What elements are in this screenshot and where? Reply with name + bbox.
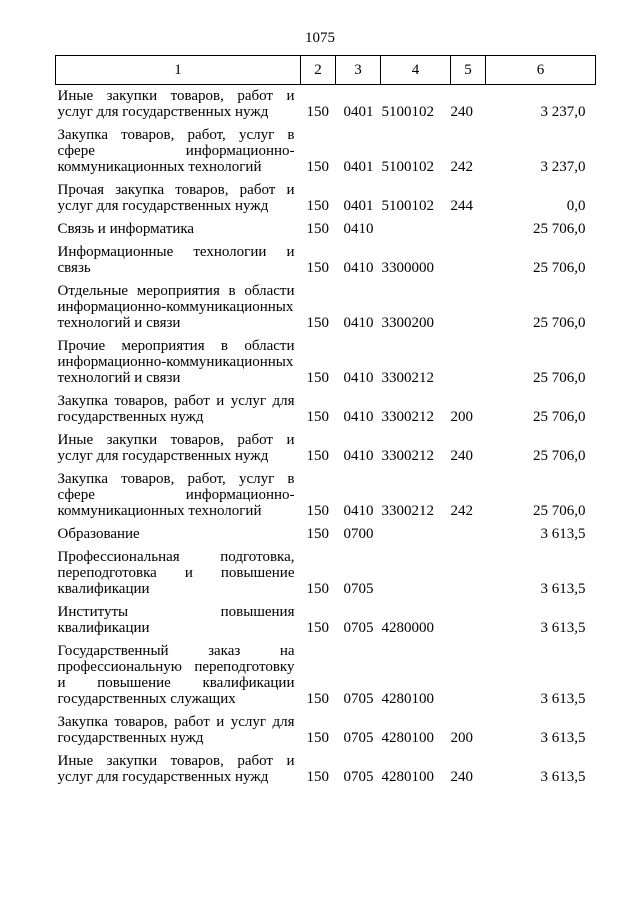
table-row (56, 710, 596, 749)
row-code-2: 150 (306, 159, 329, 175)
row-code-2: 150 (306, 198, 329, 214)
row-code-5: 242 (450, 503, 473, 519)
table-row (56, 522, 596, 545)
row-code-4: 4280100 (381, 730, 434, 746)
row-code-3: 0410 (343, 315, 374, 331)
row-sum: 25 706,0 (533, 370, 586, 386)
column-header: 5 (451, 56, 486, 85)
table-row (56, 467, 596, 522)
row-sum: 25 706,0 (533, 260, 586, 276)
row-code-2: 150 (306, 769, 329, 785)
row-name: Прочие мероприятия в области информационно-коммуникационных технологий и связи (57, 338, 295, 386)
column-header: 1 (56, 56, 301, 85)
row-code-5 (451, 217, 486, 240)
row-sum: 3 613,5 (540, 730, 586, 746)
table-row (56, 749, 596, 788)
row-code-5: 242 (450, 159, 473, 175)
row-code-4: 5100102 (381, 159, 434, 175)
column-header: 4 (381, 56, 451, 85)
row-code-2: 150 (306, 526, 329, 542)
row-code-4: 5100102 (381, 104, 434, 120)
row-code-4: 5100102 (381, 198, 434, 214)
budget-table (55, 55, 596, 788)
row-code-5 (451, 545, 486, 600)
row-sum: 3 613,5 (540, 620, 586, 636)
page-number: 1075 (305, 30, 335, 46)
row-name: Иные закупки товаров, работ и услуг для государственных нужд (57, 432, 295, 464)
row-sum: 25 706,0 (533, 315, 586, 331)
row-code-5 (451, 279, 486, 334)
row-code-4 (381, 217, 451, 240)
table-row (56, 639, 596, 710)
row-sum: 3 613,5 (540, 526, 586, 542)
table-row (56, 600, 596, 639)
table-body (56, 85, 596, 789)
row-code-5: 200 (450, 730, 473, 746)
row-code-2: 150 (306, 448, 329, 464)
row-code-2: 150 (306, 503, 329, 519)
row-code-4: 3300212 (381, 409, 434, 425)
row-sum: 25 706,0 (533, 448, 586, 464)
table-row (56, 217, 596, 240)
row-sum: 3 613,5 (540, 581, 586, 597)
row-name: Закупка товаров, работ и услуг для государственных нужд (57, 393, 295, 425)
row-code-3: 0410 (343, 409, 374, 425)
row-code-4 (381, 545, 451, 600)
table-row (56, 279, 596, 334)
row-code-4: 3300000 (381, 260, 434, 276)
row-code-3: 0401 (343, 104, 374, 120)
row-sum: 0,0 (566, 198, 586, 214)
table-row (56, 428, 596, 467)
row-code-5 (451, 334, 486, 389)
row-code-5: 244 (450, 198, 473, 214)
row-code-5 (451, 240, 486, 279)
row-code-2: 150 (306, 221, 329, 237)
row-code-2: 150 (306, 260, 329, 276)
row-code-3: 0410 (343, 503, 374, 519)
table-row (56, 85, 596, 124)
row-name: Информационные технологии и связь (57, 244, 295, 276)
row-code-4 (381, 522, 451, 545)
row-code-3: 0705 (343, 581, 374, 597)
row-code-4: 3300212 (381, 448, 434, 464)
row-sum: 25 706,0 (533, 221, 586, 237)
row-code-3: 0401 (343, 159, 374, 175)
row-code-3: 0705 (343, 769, 374, 785)
row-name: Связь и информатика (57, 221, 195, 237)
row-code-5 (451, 639, 486, 710)
row-code-2: 150 (306, 315, 329, 331)
row-code-3: 0410 (343, 221, 374, 237)
row-code-3: 0705 (343, 691, 374, 707)
row-name: Закупка товаров, работ и услуг для государственных нужд (57, 714, 295, 746)
table-row (56, 334, 596, 389)
table-row (56, 545, 596, 600)
row-code-3: 0401 (343, 198, 374, 214)
row-sum: 25 706,0 (533, 409, 586, 425)
row-name: Институты повышения квалификации (57, 604, 295, 636)
row-sum: 3 613,5 (540, 691, 586, 707)
table-row (56, 389, 596, 428)
row-code-2: 150 (306, 691, 329, 707)
row-code-4: 3300212 (381, 370, 434, 386)
row-name: Закупка товаров, работ, услуг в сфере информационно-коммуникационных технологий (57, 471, 295, 519)
row-code-5 (451, 600, 486, 639)
row-code-3: 0700 (343, 526, 374, 542)
row-name: Закупка товаров, работ, услуг в сфере информационно-коммуникационных технологий (57, 127, 295, 175)
row-code-2: 150 (306, 104, 329, 120)
column-header: 2 (301, 56, 336, 85)
row-name: Профессиональная подготовка, переподготовка и повышение квалификации (57, 549, 295, 597)
row-code-2: 150 (306, 581, 329, 597)
table-header (56, 56, 596, 85)
row-code-2: 150 (306, 409, 329, 425)
row-code-3: 0410 (343, 370, 374, 386)
row-sum: 3 237,0 (540, 159, 586, 175)
row-code-3: 0705 (343, 620, 374, 636)
row-name: Государственный заказ на профессиональную переподготовку и повышение квалификации государственных служащих (57, 643, 295, 707)
row-code-5: 240 (450, 448, 473, 464)
row-name: Иные закупки товаров, работ и услуг для государственных нужд (57, 88, 295, 120)
row-code-2: 150 (306, 620, 329, 636)
row-code-4: 4280000 (381, 620, 434, 636)
table-row (56, 178, 596, 217)
row-name: Отдельные мероприятия в области информационно-коммуникационных технологий и связи (57, 283, 295, 331)
row-code-3: 0410 (343, 448, 374, 464)
row-code-4: 3300212 (381, 503, 434, 519)
row-code-5: 240 (450, 104, 473, 120)
row-name: Образование (57, 526, 140, 542)
row-code-5: 200 (450, 409, 473, 425)
row-sum: 3 613,5 (540, 769, 586, 785)
table-row (56, 240, 596, 279)
row-code-4: 4280100 (381, 691, 434, 707)
column-header: 6 (486, 56, 596, 85)
table-row (56, 123, 596, 178)
row-code-3: 0410 (343, 260, 374, 276)
row-sum: 3 237,0 (540, 104, 586, 120)
row-code-2: 150 (306, 730, 329, 746)
row-name: Иные закупки товаров, работ и услуг для государственных нужд (57, 753, 295, 785)
column-header: 3 (336, 56, 381, 85)
row-sum: 25 706,0 (533, 503, 586, 519)
row-code-5: 240 (450, 769, 473, 785)
row-code-4: 3300200 (381, 315, 434, 331)
row-code-3: 0705 (343, 730, 374, 746)
row-code-4: 4280100 (381, 769, 434, 785)
row-code-5 (451, 522, 486, 545)
row-name: Прочая закупка товаров, работ и услуг для государственных нужд (57, 182, 295, 214)
row-code-2: 150 (306, 370, 329, 386)
